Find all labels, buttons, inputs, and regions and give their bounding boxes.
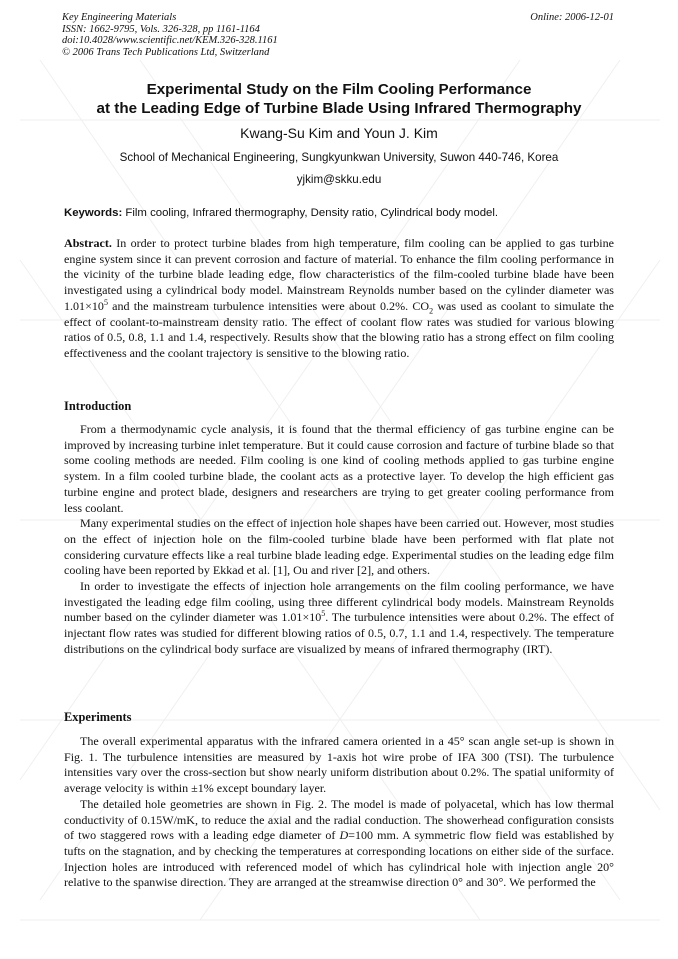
intro-paragraph-2: Many experimental studies on the effect of injection hole shapes have been carried out. However, most studies on the effect of injection hole on the film-cooled turbine blade have been performed with flat plate not considering curvature effects like a real turbine blade leading edge. Experimental studies on the leading edge film cooling have been reported by Ekkad et al. [1], Ou and river [2], and others.	[64, 516, 614, 578]
abstract	[64, 236, 614, 362]
affiliation: School of Mechanical Engineering, Sungkyunkwan University, Suwon 440-746, Korea	[119, 151, 559, 164]
title-line-2: at the Leading Edge of Turbine Blade Using Infrared Thermography	[96, 100, 582, 117]
keywords-label: Keywords:	[64, 207, 123, 219]
copyright-line: © 2006 Trans Tech Publications Ltd, Switzerland	[62, 46, 270, 58]
keywords-text: Film cooling, Infrared thermography, Density ratio, Cylindrical body model.	[122, 207, 499, 219]
abstract-label: Abstract.	[64, 236, 112, 250]
paper-title	[40, 80, 638, 118]
online-date: Online: 2006-12-01	[530, 12, 614, 23]
doi-line: doi:10.4028/www.scientific.net/KEM.326-328.1161	[62, 35, 278, 46]
introduction-body	[64, 422, 614, 658]
abstract-text-2: and the mainstream turbulence intensities were about 0.2%. CO	[107, 298, 430, 313]
issn-line: ISSN: 1662-9795, Vols. 326-328, pp 1161-1164	[62, 23, 260, 35]
intro-paragraph-1: From a thermodynamic cycle analysis, it is found that the thermal efficiency of gas turbine engine can be improved by increasing turbine inlet temperature. But it could cause corrosion and facture of turbine blade so that some cooling methods are needed. Film cooling is one kind of cooling methods applied to gas turbine engine system. In a film cooled turbine blade, the coolant acts as a protective layer. To develop the high efficient gas turbine engine and protect blade, designers and researchers are trying to get greater cooling performance from less coolant.	[64, 422, 614, 515]
intro-paragraph-3: In order to investigate the effects of injection hole arrangements on the film cooling performance, we have investigated the leading edge film cooling, using three different cylindrical body models. Mainstream Reynolds number based on the cylinder diameter was $1.01\times 10^5$. The turbulence intensities were about 0.2%. The effect of injectant flow rates was studied for different blowing ratios of 0.5, 0.7, 1.1 and 1.4, respectively. The temperature distributions on the cylindrical body surface are visualized by means of infrared thermography (IRT).	[64, 579, 614, 656]
exp-paragraph-2: The detailed hole geometries are shown in Fig. 2. The model is made of polyacetal, which has low thermal conductivity of 0.15W/mK, to reduce the axial and the radial conduction. The showerhead configuration consists of two staggered rows with a leading edge diameter of D=100 mm. A symmetric flow field was established by tufts on the stagnation, and by checking the temperatures at corresponding locations on either side of the surface. Injection holes are introduced with referenced model of which has cylindrical hole with injection angle 20° relative to the spanwise direction. They are arranged at the streamwise direction 0° and 30°. We performed the	[64, 796, 614, 890]
author-email[interactable]: yjkim@skku.edu	[296, 173, 382, 186]
abstract-text-1: In order to protect turbine blades from high temperature, film cooling can be applied to gas turbine engine system since it can prevent corrosion and facture of material. To enhance the film cooling performance in the vicinity of the turbine blade leading edge, flow characteristics of the film-cooled turbine blade have been investigated using a cylindrical body model. Mainstream Reynolds number based on the cylinder diameter was 1.01×10	[64, 236, 614, 313]
authors: Kwang-Su Kim and Youn J. Kim	[240, 125, 438, 141]
abstract-sub: 2	[429, 306, 434, 316]
experiments-heading: Experiments	[64, 710, 132, 724]
exp-paragraph-1: The overall experimental apparatus with the infrared camera oriented in a 45° scan angle set-up is shown in Fig. 1. The turbulence intensities are measured by 1-axis hot wire probe of IFA 300 (TSI). The turbulence intensities vary over the cross-section but show nearly uniform distribution about 0.2%. The spatial uniformity of average velocity is within ±1% except boundary layer.	[64, 734, 614, 796]
journal-header	[62, 12, 278, 58]
keywords	[64, 206, 616, 221]
experiments-body	[64, 734, 614, 891]
introduction-heading: Introduction	[64, 399, 132, 413]
abstract-sup: 5	[103, 297, 108, 307]
abstract-text-3: was used as coolant to simulate the effect of coolant-to-mainstream density ratio. The effect of coolant flow rates was studied for various blowing ratios of 0.5, 0.8, 1.1 and 1.4, respectively. Results show that the blowing ratio has a strong effect on film cooling effectiveness and the coolant trajectory is sensitive to the blowing ratio.	[64, 298, 614, 360]
journal-name: Key Engineering Materials	[62, 12, 177, 23]
title-line-1: Experimental Study on the Film Cooling Performance	[146, 81, 532, 98]
